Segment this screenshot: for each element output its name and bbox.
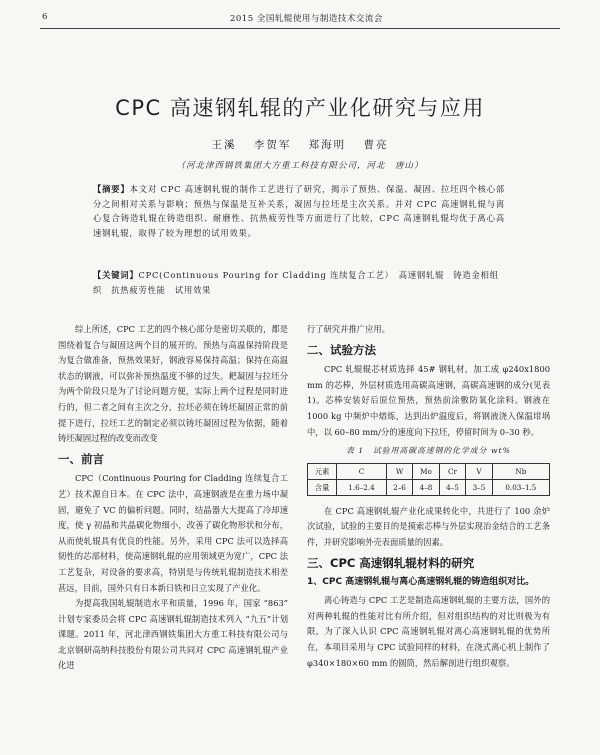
author-list xyxy=(0,137,600,152)
table-cell: 2–6 xyxy=(386,479,412,495)
body-paragraph: 在 CPC 高速钢轧辊产业化成果转化中，共进行了 100 余炉次试验，试验的主要目的是摸索芯棒与外层实现冶金结合的工艺条件，并研究影响外壳表面质量的因素。 xyxy=(307,505,550,547)
abstract xyxy=(93,182,505,240)
keywords xyxy=(93,268,505,297)
page-header xyxy=(40,6,560,29)
table-header-cell: 元素 xyxy=(308,463,337,479)
running-head: 2015 全国轧辊使用与制造技术交流会 xyxy=(230,14,383,24)
abstract-text: 本文对 CPC 高速钢轧辊的制作工艺进行了研究，揭示了预热、保温、凝固、拉坯四个核心部分之间相对关系与影响；预热与保温是互补关系，凝固与拉坯是主次关系。并对 CPC 高速钢轧辊与离心复合铸造轧辊在铸造组织、耐磨性、抗热疲劳性等方面进行了比较，CPC 高速钢轧辊均优于离心高速钢轧辊，取得了较为理想的试用效果。 xyxy=(93,184,505,238)
continued-paragraph: 行了研究并推广应用。 xyxy=(307,324,390,334)
keywords-text: CPC(Continuous Pouring for Cladding 连续复合工艺） 高速钢轧辊 铸造金相组织 抗热疲劳性能 试用效果 xyxy=(93,270,499,295)
table-header-row xyxy=(308,463,550,479)
section-heading-method: 二、试验方法 xyxy=(307,342,376,357)
table-cell: 1.6–2.4 xyxy=(337,479,387,495)
affiliation: （河北津西钢铁集团大方重工科技有限公司，河北 唐山） xyxy=(176,161,424,171)
right-column xyxy=(307,322,550,671)
section-heading-intro: 一、前言 xyxy=(58,451,104,466)
subsection-heading: 1、CPC 高速钢轧辊与离心高速钢轧辊的铸造组织对比。 xyxy=(307,577,535,588)
composition-table xyxy=(307,463,550,496)
left-column xyxy=(58,322,288,674)
intro-paragraph: 综上所述，CPC 工艺的四个核心部分是密切关联的，都是围绕着复合与凝固这两个目的展开的。预热与高温保持阶段是为复合做准备，预热效果好，钢液容易保持高温；保持在高温状态的钢液，可以弥补预热温度不够的过失。耙凝固与拉坯分为两个阶段只是为了讨论问题方便，实际上两个过程是同时进行的，但二者之间有主次之分，拉坯必须在铸坯凝固正常的前提下进行，拉坯工艺的制定必须以铸坯凝固过程为依据，随着铸坯凝固过程的改变而改变 xyxy=(58,324,288,444)
table-cell: 4–5 xyxy=(439,479,465,495)
author: 李贺军 xyxy=(253,139,292,151)
table-row xyxy=(308,479,550,495)
table-cell: 0.03–1.5 xyxy=(492,479,549,495)
paper-title: CPC 高速钢轧辊的产业化研究与应用 xyxy=(115,96,485,120)
body-paragraph: CPC 轧辊辊芯材质选择 45# 钢轧材，加工成 φ240x1800 mm 的芯棒，外层材质选用高碳高速钢，高碳高速钢的成分(见表 1)。芯棒安装好后原位预热，预热前涂敷防氧化涂料。钢液在 1000 kg 中频炉中熔炼，达到出炉温度后，将钢液浇入保温坩埚中，以 60–80 mm/分的速度向下拉坯，停留时间为 0–30 秒。 xyxy=(307,364,550,437)
body-paragraph: 为提高我国轧辊制造水平和质量，1996 年，国家 “863” 计划专家委员会将 CPC 高速钢轧辊制造技术列入 “九五”计划课题。2011 年，河北津西钢铁集团大方重工科技有限公司与北京钢研高纳科技股份有限公司共同对 CPC 高速钢轧辊产业化进 xyxy=(58,598,288,671)
abstract-label: 【摘要】 xyxy=(93,184,130,194)
table-header-cell: C xyxy=(337,463,387,479)
table-header-cell: W xyxy=(386,463,412,479)
body-paragraph: 离心铸造与 CPC 工艺是制造高速钢轧辊的主要方法，国外的对两种轧辊的性能对比有所介绍，但对组织结构的对比则极为有限，为了深入认识 CPC 高速钢轧辊对离心高速钢轧辊的优势所在，本项目采用与 CPC 试验同样的材料，在浇式离心机上制作了 φ340×180×60 mm 的圆筒，然后解剖进行组织观察。 xyxy=(307,595,550,668)
table-row-label: 含量 xyxy=(308,479,337,495)
section-heading-materials: 三、CPC 高速钢轧辊材料的研究 xyxy=(307,555,475,570)
body-paragraph: CPC（Continuous Pouring for Cladding 连续复合工艺）技术源自日本。在 CPC 法中，高速钢液是在重力场中凝固，避免了 VC 的偏析问题。同时，结晶器大大提高了冷却速度，使 γ 初晶和共晶碳化物细小，改善了碳化物形状和分布，从而使轧辊具有优良的性能。另外，采用 CPC 法可以选择高韧性的芯部材料，使高速钢轧辊的应用领域更为宽广，CPC 法工艺复杂，对设备的要求高，特别是与传统轧辊制造技术相差甚远，目前，国外只有日本新日铁和日立实现了产业化。 xyxy=(58,473,288,593)
table-header-cell: Nb xyxy=(492,463,549,479)
author: 王溪 xyxy=(211,139,237,151)
table-caption: 表 1 试验用高碳高速钢的化学成分 wt% xyxy=(345,446,512,456)
table-cell: 3–5 xyxy=(466,479,492,495)
page-number: 6 xyxy=(42,12,48,22)
author: 曹亮 xyxy=(363,139,389,151)
table-cell: 4–8 xyxy=(413,479,439,495)
keywords-label: 【关键词】 xyxy=(93,270,139,280)
table-header-cell: V xyxy=(466,463,492,479)
table-header-cell: Cr xyxy=(439,463,465,479)
table-header-cell: Mo xyxy=(413,463,439,479)
author: 郑海明 xyxy=(308,139,347,151)
